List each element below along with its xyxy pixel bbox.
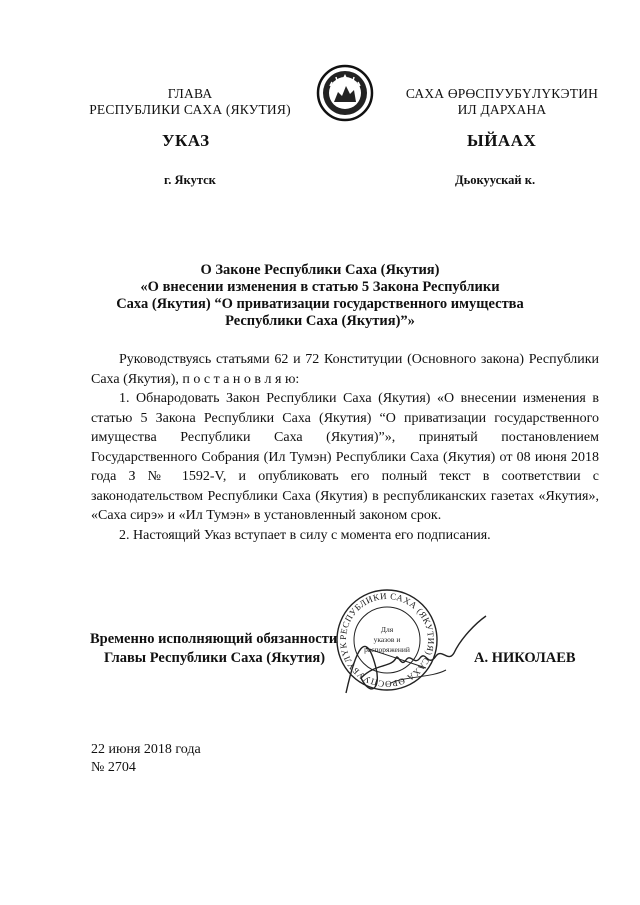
document-title [90,262,550,330]
document-body [91,350,599,545]
stamp-ring-text: РЕСПУБЛИКИ САХА (ЯКУТИЯ) САХА ӨРӨСПУУБҮЛҮК [337,590,437,690]
header-right [392,86,612,118]
header-right-line1: САХА ӨРӨСПУУБҮЛҮКЭТИН [405,86,599,101]
title-line3: Саха (Якутия) “О приватизации государственного имущества [116,296,524,312]
header-right-line2: ИЛ ДАРХАНА [457,102,547,117]
title-line4: Республики Саха (Якутия)”» [225,313,415,329]
header-left-line2: РЕСПУБЛИКИ САХА (ЯКУТИЯ) [89,102,291,117]
doc-type-sah: ЫЙААХ [467,131,537,150]
doc-type-ru: УКАЗ [162,131,210,150]
emblem-icon [316,64,374,122]
stamp-inner-3: распоряжений [364,645,410,654]
signature-position [90,630,337,668]
title-line1: О Законе Республики Саха (Якутия) [200,262,440,278]
header-left-line1: ГЛАВА [167,86,213,101]
signature-name: А. НИКОЛАЕВ [474,650,576,666]
footer-date: 22 июня 2018 года [91,742,201,757]
stamp-inner-1: Для [380,625,394,634]
stamp-inner-2: указов и [373,635,401,644]
body-item-1: 1. Обнародовать Закон Республики Саха (Якутия) «О внесении изменения в статью 5 Закона Республики Саха (Якутия) “О приватизации государственного имущества Республики Саха (Якутия)”», принятый постановлением Государственного Собрания (Ил Тумэн) Республики Саха (Якутия) от 08 июня 2018 года З № 1592-V, и опубликовать его полный текст в соответствии с законодательством Республики Саха (Якутия) в республиканских газетах «Якутия», «Саха сирэ» и «Ил Тумэн» в установленный законом срок. [91,391,599,523]
place-sah: Дьокуускай к. [455,173,536,187]
body-intro: Руководствуясь статьями 62 и 72 Конституции (Основного закона) Республики Саха (Якутия), п о с т а н о в л я ю: [91,352,599,387]
body-item-2: 2. Настоящий Указ вступает в силу с момента его подписания. [119,527,491,543]
signature-position-line1: Временно исполняющий обязанности [90,631,338,647]
title-line2: «О внесении изменения в статью 5 Закона Республики [140,279,500,295]
place-ru: г. Якутск [164,173,216,187]
signature-position-line2: Главы Республики Саха (Якутия) [104,650,326,666]
footer-date-block [91,741,201,777]
handwritten-signature [336,608,496,708]
header-left [80,86,300,118]
footer-number: № 2704 [91,760,136,775]
